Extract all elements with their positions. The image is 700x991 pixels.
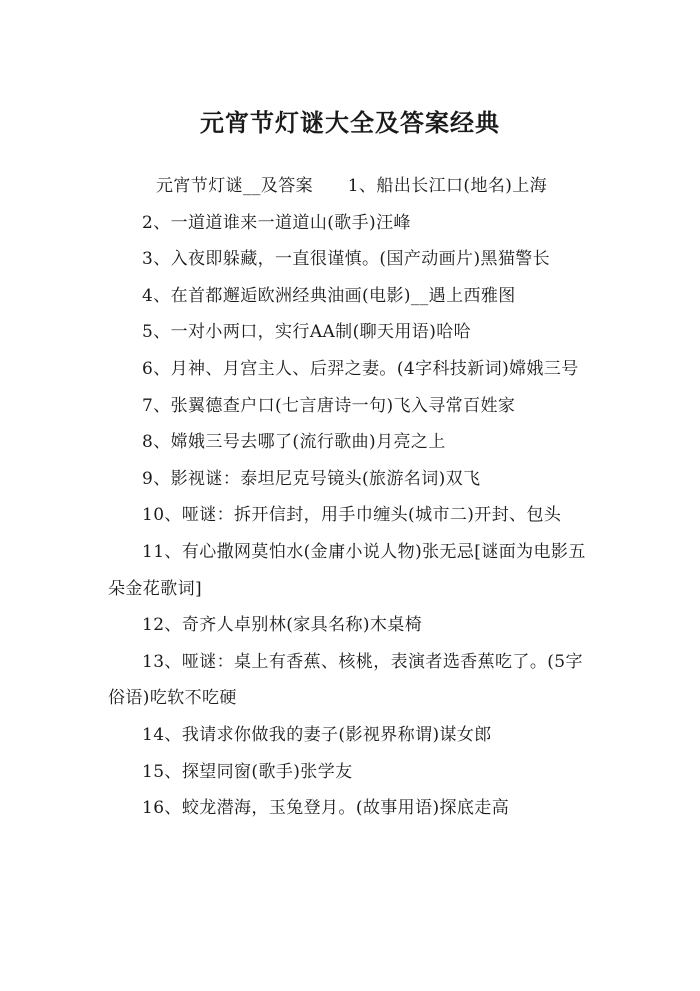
riddle-item: 5、一对小两口，实行AA制(聊天用语)哈哈 bbox=[142, 322, 472, 343]
riddle-item: 7、张翼德查户口(七言唐诗一句)飞入寻常百姓家 bbox=[142, 395, 516, 416]
riddle-item: 11、有心撒网莫怕水(金庸小说人物)张无忌[谜面为电影五朵金花歌词] bbox=[108, 541, 586, 599]
riddle-intro-paragraph: 元宵节灯谜__及答案 1、船出长江口(地名)上海 bbox=[156, 176, 548, 196]
riddle-item: 13、哑谜：桌上有香蕉、核桃，表演者选香蕉吃了。(5字俗语)吃软不吃硬 bbox=[108, 651, 583, 709]
riddle-item: 12、奇齐人卓别林(家具名称)木桌椅 bbox=[142, 615, 423, 636]
riddle-item: 6、月神、月宫主人、后羿之妻。(4字科技新词)嫦娥三号 bbox=[142, 358, 579, 379]
riddle-item: 15、探望同窗(歌手)张学友 bbox=[142, 761, 353, 782]
riddle-item: 2、一道道谁来一道道山(歌手)汪峰 bbox=[142, 212, 411, 233]
document-body bbox=[108, 168, 596, 827]
riddle-item: 14、我请求你做我的妻子(影视界称谓)谋女郎 bbox=[142, 724, 492, 745]
riddle-item: 10、哑谜：拆开信封，用手巾缠头(城市二)开封、包头 bbox=[142, 505, 562, 526]
riddle-item: 3、入夜即躲藏，一直很谨慎。(国产动画片)黑猫警长 bbox=[142, 249, 551, 270]
document-title: 元宵节灯谜大全及答案经典 bbox=[200, 109, 500, 137]
riddle-item: 9、影视谜：泰坦尼克号镜头(旅游名词)双飞 bbox=[142, 468, 481, 489]
riddle-item: 4、在首都邂逅欧洲经典油画(电影)__遇上西雅图 bbox=[142, 285, 516, 306]
riddle-item: 8、嫦娥三号去哪了(流行歌曲)月亮之上 bbox=[142, 432, 446, 453]
riddle-item: 16、蛟龙潜海，玉兔登月。(故事用语)探底走高 bbox=[142, 798, 510, 819]
